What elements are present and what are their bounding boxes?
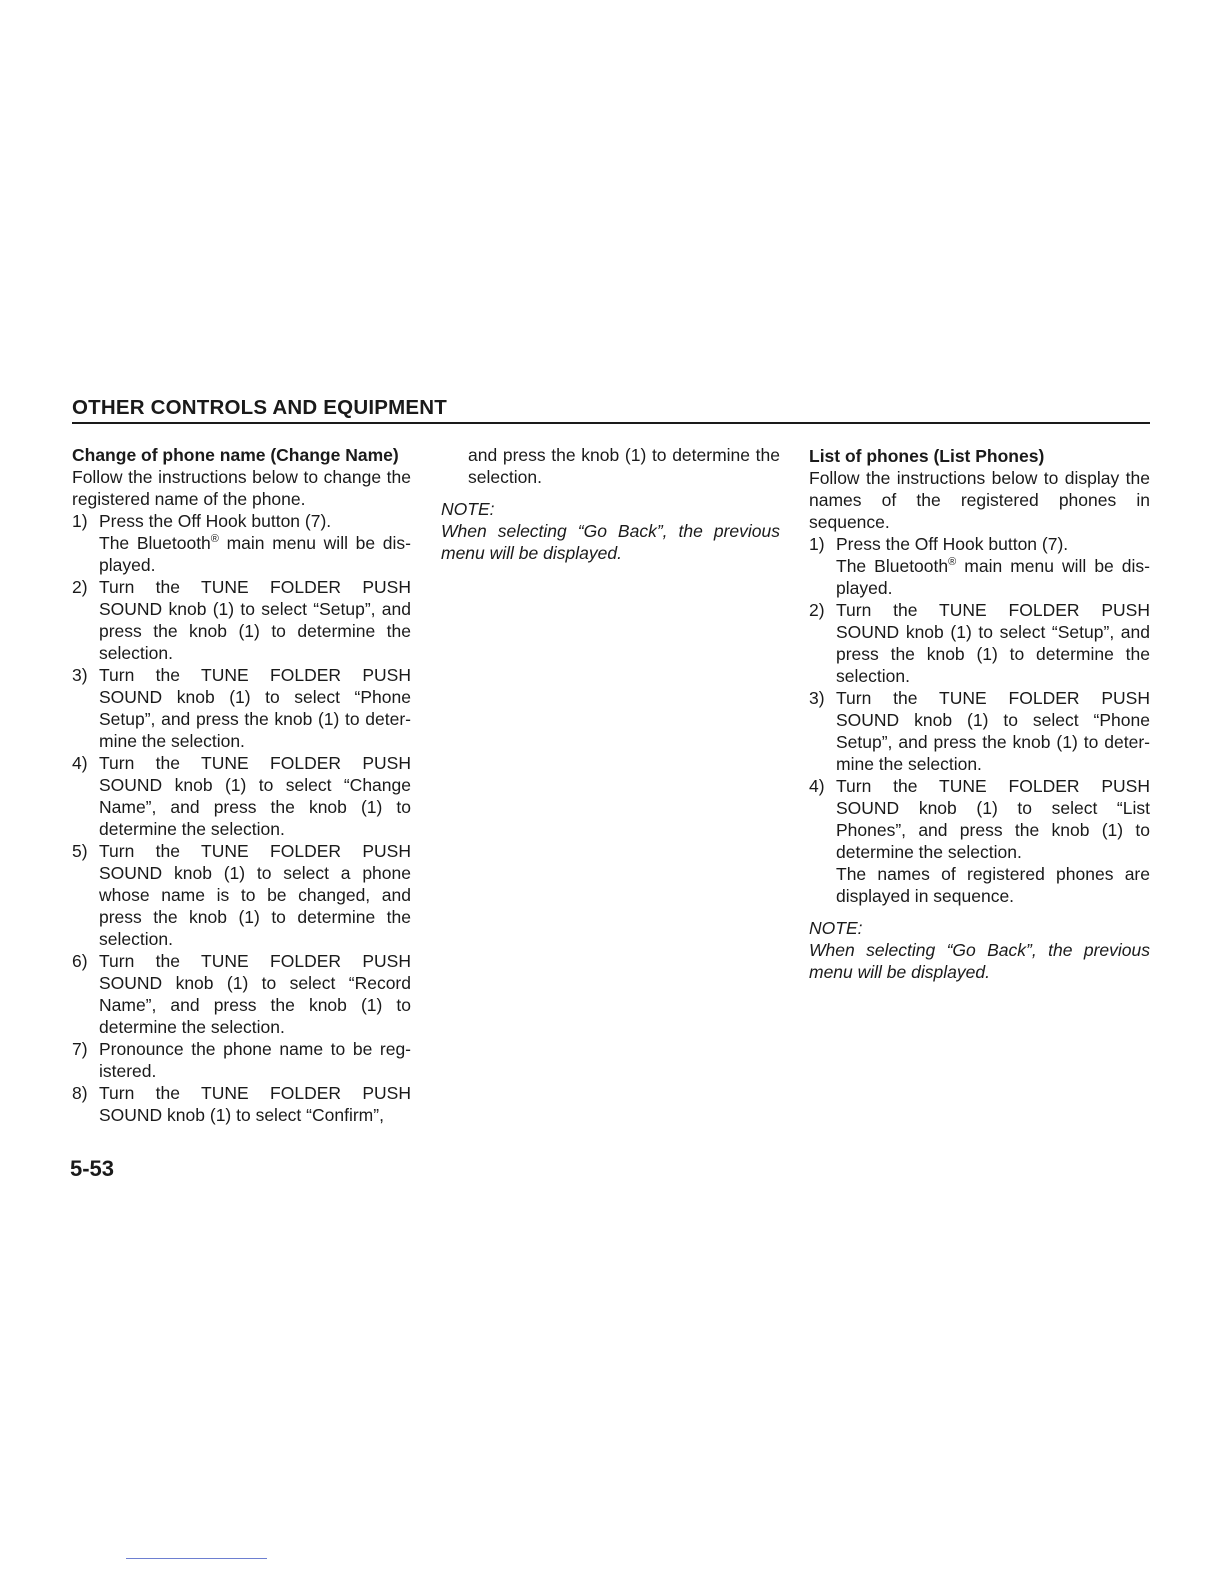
step-subtext bbox=[99, 532, 411, 576]
registered-mark: ® bbox=[210, 533, 219, 545]
step-text: Turn the TUNE FOLDER PUSH SOUND knob (1) to select “Phone Setup”, and press the knob (1) to deter- mine the selection. bbox=[836, 688, 1150, 774]
step-text: Press the Off Hook button (7). bbox=[99, 511, 332, 531]
step-subtext-a: The Bluetooth bbox=[99, 533, 211, 553]
step-number: 1) bbox=[72, 511, 88, 531]
change-name-intro: Follow the instructions below to change the registered name of the phone. bbox=[72, 467, 411, 509]
step-continuation: and press the knob (1) to determine the selection. bbox=[468, 445, 780, 487]
list-item bbox=[72, 664, 411, 752]
list-item bbox=[809, 687, 1150, 775]
list-item bbox=[72, 576, 411, 664]
scan-artifact-line bbox=[126, 1558, 267, 1559]
step-subtext-a: The Bluetooth bbox=[836, 556, 949, 576]
step-number: 4) bbox=[809, 776, 825, 796]
section-title: OTHER CONTROLS AND EQUIPMENT bbox=[72, 396, 447, 419]
step-number: 4) bbox=[72, 753, 88, 773]
step-number: 1) bbox=[809, 534, 825, 554]
step-result: The names of registered phones are displayed in sequence. bbox=[836, 864, 1150, 906]
list-phones-steps bbox=[809, 533, 1150, 907]
step-text: Turn the TUNE FOLDER PUSH SOUND knob (1) to select “Record Name”, and press the knob (1) to determine the selection. bbox=[99, 951, 411, 1037]
step-subtext bbox=[836, 555, 1150, 599]
list-item bbox=[72, 510, 411, 576]
list-item bbox=[72, 840, 411, 950]
column-left bbox=[72, 444, 411, 1126]
step-subtext-b: main menu will be dis- played. bbox=[836, 556, 1150, 598]
list-item bbox=[809, 599, 1150, 687]
list-item bbox=[809, 533, 1150, 599]
step-number: 3) bbox=[809, 688, 825, 708]
step-subtext-b: main menu will be dis- played. bbox=[99, 533, 412, 575]
registered-mark: ® bbox=[948, 556, 957, 568]
step-number: 6) bbox=[72, 951, 88, 971]
list-phones-heading: List of phones (List Phones) bbox=[809, 446, 1045, 466]
step-number: 8) bbox=[72, 1083, 88, 1103]
note-label: NOTE: bbox=[809, 918, 863, 938]
step-text: Press the Off Hook button (7). bbox=[836, 534, 1069, 554]
header-rule bbox=[72, 422, 1150, 424]
step-text: Turn the TUNE FOLDER PUSH SOUND knob (1) to select “Confirm”, bbox=[99, 1083, 411, 1125]
page-header bbox=[72, 394, 1150, 424]
change-name-heading: Change of phone name (Change Name) bbox=[72, 445, 399, 465]
step-text: Turn the TUNE FOLDER PUSH SOUND knob (1) to select “Change Name”, and press the knob (1) to determine the selection. bbox=[99, 753, 411, 839]
list-item bbox=[72, 752, 411, 840]
step-number: 7) bbox=[72, 1039, 88, 1059]
list-item bbox=[72, 1038, 411, 1082]
column-middle bbox=[441, 444, 780, 564]
list-item bbox=[72, 950, 411, 1038]
list-item bbox=[72, 1082, 411, 1126]
step-text: Turn the TUNE FOLDER PUSH SOUND knob (1) to select “Phone Setup”, and press the knob (1) to deter- mine the selection. bbox=[99, 665, 411, 751]
note-label: NOTE: bbox=[441, 499, 495, 519]
step-number: 3) bbox=[72, 665, 88, 685]
list-item bbox=[809, 775, 1150, 907]
note-text: When selecting “Go Back”, the previous menu will be displayed. bbox=[441, 521, 780, 563]
step-text: Turn the TUNE FOLDER PUSH SOUND knob (1) to select a phone whose name is to be changed, and press the knob (1) to determine the selection. bbox=[99, 841, 411, 949]
step-number: 2) bbox=[72, 577, 88, 597]
step-text: Turn the TUNE FOLDER PUSH SOUND knob (1) to select “List Phones”, and press the knob (1) to determine the selection. bbox=[836, 776, 1150, 862]
note-text: When selecting “Go Back”, the previous menu will be displayed. bbox=[809, 940, 1150, 982]
step-number: 2) bbox=[809, 600, 825, 620]
column-right bbox=[809, 445, 1150, 983]
step-text: Turn the TUNE FOLDER PUSH SOUND knob (1) to select “Setup”, and press the knob (1) to determine the selection. bbox=[836, 600, 1150, 686]
step-text: Pronounce the phone name to be reg- istered. bbox=[99, 1039, 411, 1081]
step-text: Turn the TUNE FOLDER PUSH SOUND knob (1) to select “Setup”, and press the knob (1) to determine the selection. bbox=[99, 577, 411, 663]
change-name-steps bbox=[72, 510, 411, 1126]
page-number: 5-53 bbox=[70, 1156, 115, 1181]
list-phones-intro: Follow the instructions below to display the names of the registered phones in sequence. bbox=[809, 468, 1150, 532]
step-number: 5) bbox=[72, 841, 88, 861]
